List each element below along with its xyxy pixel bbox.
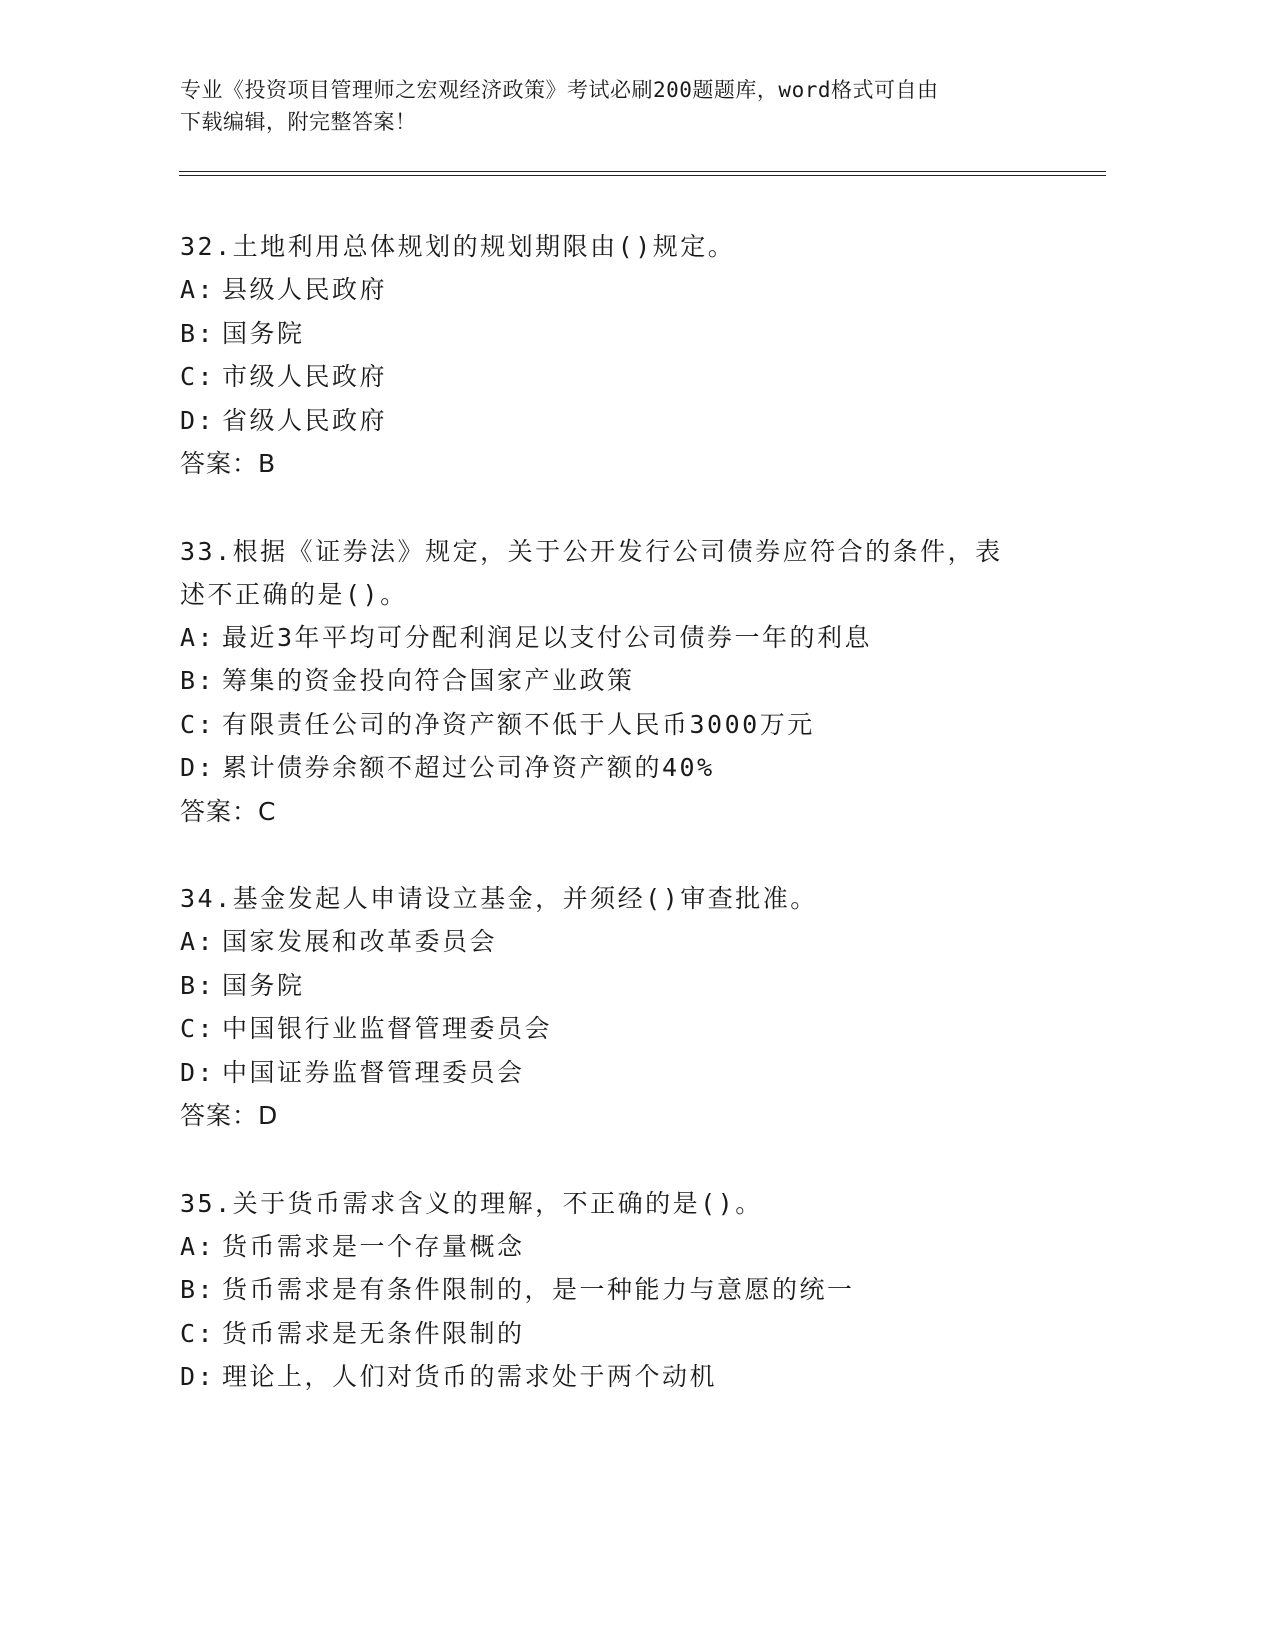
option-d [180,399,1080,443]
option-letter: D: [180,405,216,435]
option-c [180,703,1080,747]
question-stem: 35.关于货币需求含义的理解，不正确的是()。 [180,1188,763,1218]
option-text: 中国银行业监督管理委员会 [222,1014,553,1043]
document-header [180,74,1060,138]
option-text: 理论上，人们对货币的需求处于两个动机 [222,1362,718,1391]
option-text: 县级人民政府 [222,275,388,304]
option-letter: A: [180,275,216,304]
option-d [180,746,1080,790]
option-letter: C: [180,1014,216,1043]
option-letter: B: [180,318,216,348]
option-letter: C: [180,709,216,739]
option-text: 省级人民政府 [222,405,388,435]
header-line-2: 下载编辑，附完整答案！ [180,110,417,134]
option-a [180,268,1080,312]
option-text: 最近3年平均可分配利润足以支付公司债券一年的利息 [222,622,873,652]
option-letter: B: [180,1275,216,1304]
answer-line: 答案：B [180,449,277,478]
question-stem: 33.根据《证券法》规定，关于公开发行公司债券应符合的条件，表述不正确的是()。 [180,536,1003,609]
option-letter: C: [180,1318,216,1348]
option-letter: B: [180,970,216,1000]
question-35 [180,1182,1080,1399]
option-letter: B: [180,666,216,695]
option-b [180,312,1080,356]
option-text: 国务院 [222,318,305,348]
option-letter: A: [180,1231,216,1261]
option-a [180,1225,1080,1269]
option-text: 累计债券余额不超过公司净资产额的40% [222,753,715,782]
option-a [180,920,1080,964]
option-letter: D: [180,1362,216,1391]
question-list [180,225,1080,1443]
option-b [180,964,1080,1008]
option-text: 货币需求是无条件限制的 [222,1318,525,1348]
option-letter: D: [180,1057,216,1087]
option-text: 货币需求是一个存量概念 [222,1231,525,1261]
option-text: 国家发展和改革委员会 [222,927,498,956]
option-text: 市级人民政府 [222,362,388,391]
question-stem: 32.土地利用总体规划的规划期限由()规定。 [180,232,736,261]
option-text: 货币需求是有条件限制的，是一种能力与意愿的统一 [222,1275,855,1304]
option-c [180,355,1080,399]
option-text: 有限责任公司的净资产额不低于人民币3000万元 [222,709,815,739]
option-d [180,1355,1080,1399]
option-d [180,1051,1080,1095]
answer-line: 答案：D [180,1101,279,1130]
option-letter: C: [180,362,216,391]
option-c [180,1007,1080,1051]
option-c [180,1312,1080,1356]
option-letter: D: [180,753,216,782]
header-rule-top [179,171,1106,172]
option-text: 国务院 [222,970,305,1000]
question-34 [180,877,1080,1138]
option-letter: A: [180,622,216,652]
option-text: 中国证券监督管理委员会 [222,1057,525,1087]
answer-line: 答案：C [180,796,277,826]
option-letter: A: [180,927,216,956]
question-33 [180,530,1080,834]
option-b [180,1268,1080,1312]
question-32 [180,225,1080,486]
header-line-1: 专业《投资项目管理师之宏观经济政策》考试必刷200题题库，word格式可自由 [180,78,939,102]
option-text: 筹集的资金投向符合国家产业政策 [222,666,635,695]
option-a [180,616,1080,660]
header-rule-bottom [179,175,1106,176]
option-b [180,659,1080,703]
question-stem: 34.基金发起人申请设立基金，并须经()审查批准。 [180,884,818,913]
